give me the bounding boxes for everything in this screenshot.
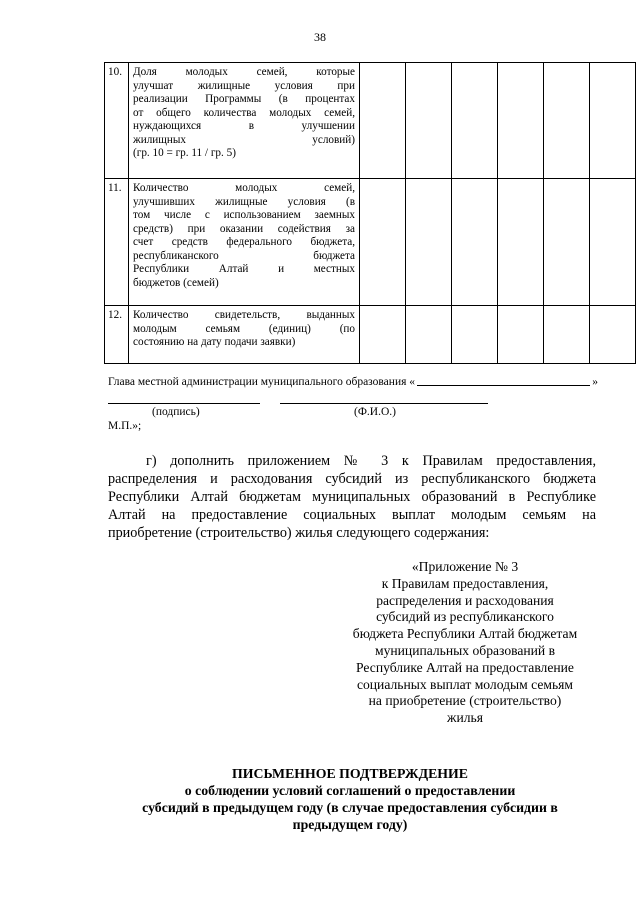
text-line: средств) при оказании содействия за [133, 222, 355, 235]
text-line: Количество молодых семей, [133, 182, 355, 194]
text-line: улучшат жилищные условия при [133, 79, 355, 92]
text-line: реализации Программы (в процентах [133, 93, 355, 105]
table-cell [590, 306, 636, 364]
text-line: муниципальных образований в [374, 642, 556, 658]
amendment-paragraph [108, 452, 596, 542]
text-line: Доля молодых семей, которые [133, 66, 355, 78]
text-line: жилищных условий) [133, 133, 355, 146]
text-line: (гр. 10 = гр. 11 / гр. 5) [133, 147, 236, 159]
table-cell [590, 63, 636, 179]
text-line: молодым семьям (единиц) (по [133, 322, 355, 335]
signature-blank [108, 403, 260, 404]
text-line: счет средств федерального бюджета, [133, 236, 355, 248]
table-cell [406, 63, 452, 179]
text-line: распределения и расходования [376, 592, 554, 608]
name-caption: (Ф.И.О.) [354, 406, 396, 418]
table-cell [452, 306, 498, 364]
heading-subtitle-line: субсидий в предыдущем году (в случае предоставления субсидии в [142, 800, 558, 815]
heading-subtitle-line: о соблюдении условий соглашений о предоставлении [184, 783, 516, 798]
text-line: том числе с использованием заемных [133, 209, 355, 221]
municipality-name-blank [417, 385, 590, 386]
table-row [105, 306, 636, 364]
table-cell [452, 179, 498, 306]
signature-row [108, 389, 598, 419]
text-line: «Приложение № 3 [411, 559, 519, 574]
table-cell [498, 306, 544, 364]
row-number: 10. [105, 63, 129, 179]
text-line: г) дополнить приложением № 3 к Правилам предоставления, [146, 453, 596, 469]
text-line: бюджета Республики Алтай бюджетам [352, 626, 578, 642]
heading-subtitle-line: предыдущем году) [292, 817, 408, 832]
table-row [105, 179, 636, 306]
table-cell [544, 179, 590, 306]
table-cell [406, 306, 452, 364]
row-number: 11. [105, 179, 129, 306]
table-cell [498, 63, 544, 179]
head-of-administration-line [108, 375, 598, 389]
table-cell [452, 63, 498, 179]
heading-title: ПИСЬМЕННОЕ ПОДТВЕРЖДЕНИЕ [232, 766, 468, 781]
text-line: жилья [447, 710, 483, 726]
row-number: 12. [105, 306, 129, 364]
text-line: состоянию на дату подачи заявки) [133, 336, 296, 348]
text-line: Алтай на предоставление социальных выплат молодым семьям на [108, 507, 596, 523]
name-blank [280, 403, 488, 404]
table-cell [544, 63, 590, 179]
page-number: 38 [314, 30, 326, 44]
table-cell [590, 179, 636, 306]
row-indicator-text [129, 179, 360, 306]
signature-caption: (подпись) [152, 406, 200, 418]
appendix-header [330, 559, 600, 727]
text-line: Республики Алтай бюджетам муниципальных образований в Республике [108, 489, 596, 505]
text-line: бюджетов (семей) [133, 276, 219, 289]
table-cell [360, 179, 406, 306]
text-line: от общего количества молодых семей, [133, 106, 355, 119]
table-cell [360, 306, 406, 364]
text-line: Республике Алтай на предоставление [356, 659, 574, 675]
text-line: на приобретение (строительство) [368, 693, 562, 709]
text-line: Количество свидетельств, выданных [133, 309, 355, 321]
document-heading [90, 765, 610, 833]
row-indicator-text [129, 306, 360, 364]
text-line: Республики Алтай и местных [133, 263, 355, 275]
head-close-quote: » [592, 376, 598, 388]
row-indicator-text [129, 63, 360, 179]
text-line: нуждающихся в улучшении [133, 120, 355, 132]
table-cell [360, 63, 406, 179]
text-line: субсидий из республиканского [376, 609, 554, 625]
table-cell [544, 306, 590, 364]
signature-block [108, 375, 598, 433]
head-label: Глава местной администрации муниципального образования « [108, 376, 416, 388]
text-line: республиканского бюджета [133, 249, 355, 262]
indicators-table [104, 62, 636, 364]
stamp-mark: М.П.»; [108, 420, 142, 432]
text-line: распределения и расходования субсидий из республиканского бюджета [108, 471, 596, 487]
table-cell [406, 179, 452, 306]
text-line: улучшивших жилищные условия (в [133, 195, 355, 208]
text-line: социальных выплат молодым семьям [356, 676, 574, 692]
text-line: приобретение (строительство) жилья следующего содержания: [108, 525, 490, 541]
table-cell [498, 179, 544, 306]
table-row [105, 63, 636, 179]
text-line: к Правилам предоставления, [381, 575, 549, 591]
